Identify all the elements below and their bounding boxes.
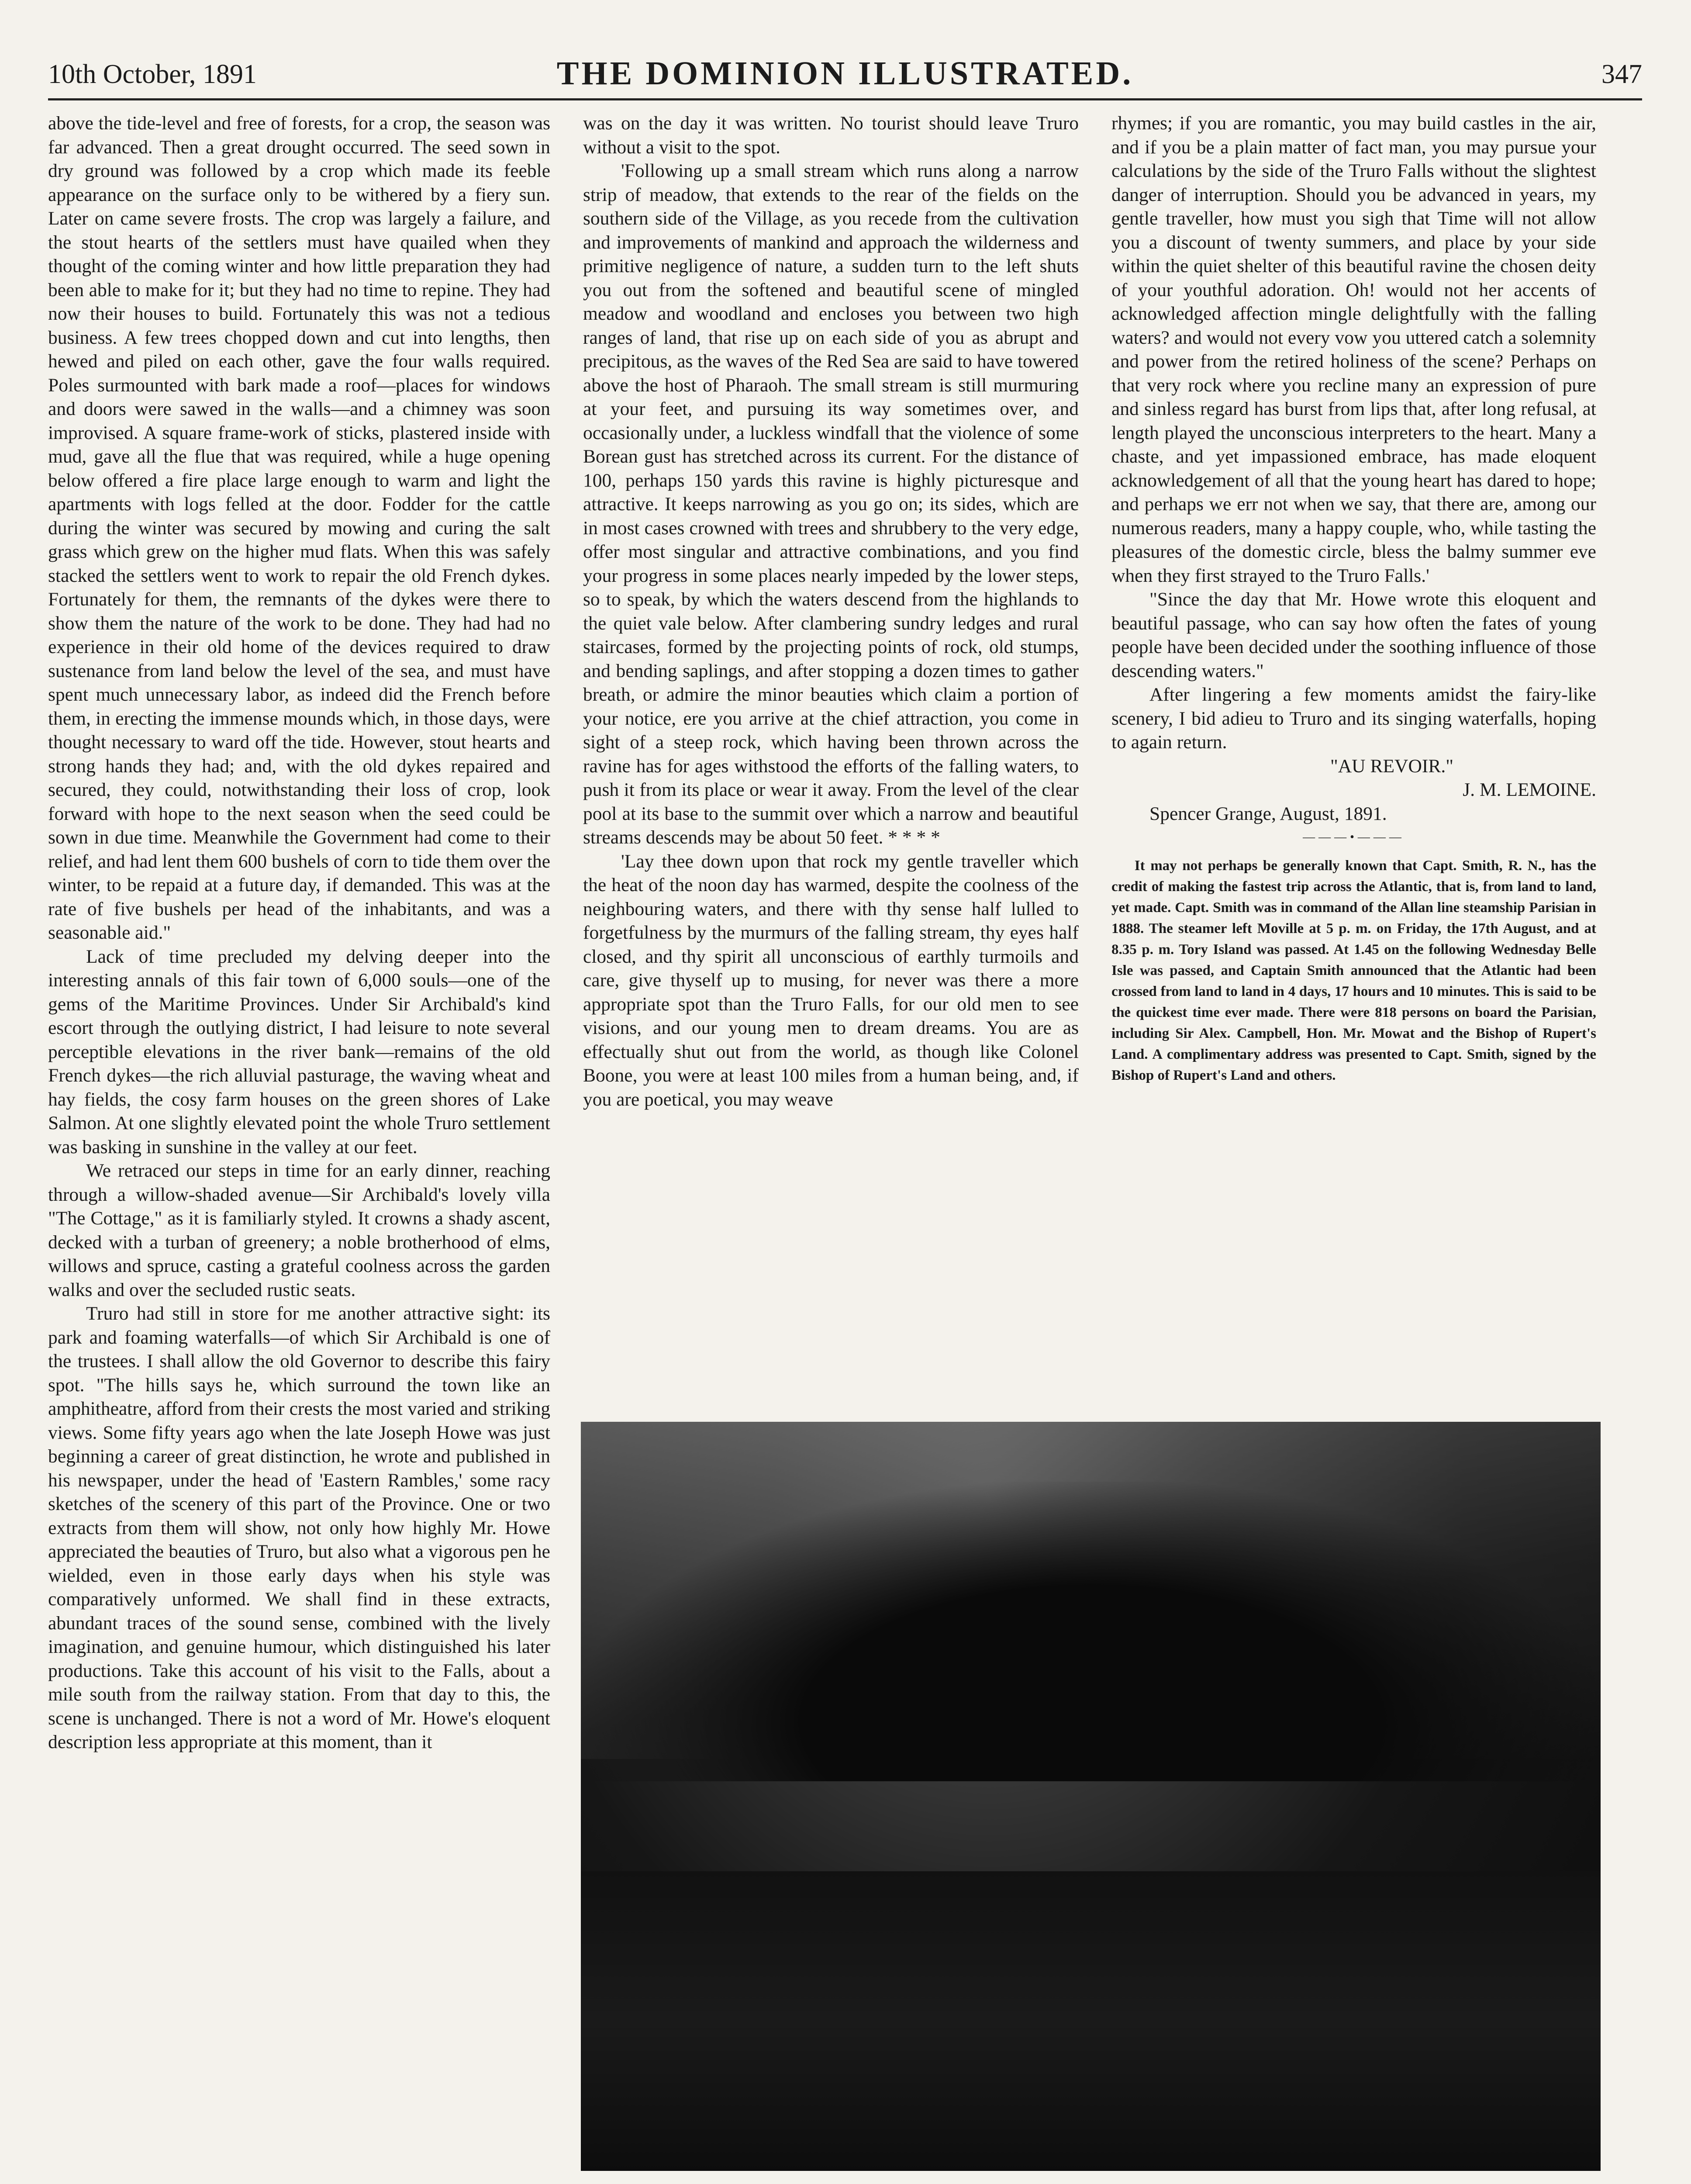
section-divider: ———•———	[1303, 830, 1405, 844]
issue-date: 10th October, 1891	[48, 59, 257, 89]
paragraph: After lingering a few moments amidst the fairy-like scenery, I bid adieu to Truro and its singing waterfalls, hoping to again return.	[1111, 684, 1596, 753]
place-date: Spencer Grange, August, 1891.	[1149, 803, 1387, 824]
paragraph: was on the day it was written. No tourist should leave Truro without a visit to the spot.	[583, 113, 1079, 158]
article-column-1	[48, 111, 550, 2184]
note-text: It may not perhaps be generally known that Capt. Smith, R. N., has the credit of making the fastest trip across the Atlantic, that is, from land to land, yet made. Capt. Smith was in command of the Allan line steamship Parisian in 1888. The steamer left Moville at 5 p. m. on Friday, the 17th August, and at 8.35 p. m. Tory Island was passed. At 1.45 on the following Wednesday Belle Isle was passed, and Captain Smith announced that the Atlantic had been crossed from land to land in 4 days, 17 hours and 10 minutes. This is said to be the quickest time ever made. There were 818 persons on board the Parisian, including Sir Alex. Campbell, Hon. Mr. Mowat and the Bishop of Rupert's Land. A complimentary address was presented to Capt. Smith, signed by the Bishop of Rupert's Land and others.	[1111, 858, 1596, 1083]
paragraph: Lack of time precluded my delving deeper into the interesting annals of this fair town of 6,000 souls—one of the gems of the Maritime Provinces. Under Sir Archibald's kind escort through the outlying district, I had leisure to note several perceptible elevations in the river bank—remains of the old French dykes—the rich alluvial pasturage, the waving wheat and hay fields, the cosy farm houses on the green shores of Lake Salmon. At one slightly elevated point the whole Truro settlement was basking in sunshine in the valley at our feet.	[48, 946, 550, 1158]
author-signature: J. M. LEMOINE.	[1463, 779, 1596, 800]
photo-water	[581, 1871, 1601, 2171]
paragraph: 'Following up a small stream which runs along a narrow strip of meadow, that extends to the rear of the fields on the southern side of the Village, as you recede from the cultivation and improvements of mankind and approach the wilderness and primitive negligence of nature, a sudden turn to the left shuts you out from the softened and beautiful scene of mingled meadow and woodland and encloses you between two high ranges of land, that rise up on each side of you as abrupt and precipitous, as the waves of the Red Sea are said to have towered above the host of Pharaoh. The small stream is still murmuring at your feet, and pursuing its way sometimes over, and occasionally under, a luckless windfall that the violence of some Borean gust has stretched across its current. For the distance of 100, perhaps 150 yards this ravine is highly picturesque and attractive. It keeps narrowing as you go on; its sides, which are in most cases crowned with trees and shrubbery to the very edge, offer most singular and attractive combinations, and you find your progress in some places nearly impeded by the lower steps, so to speak, by which the waters descend from the highlands to the quiet vale below. After clambering sundry ledges and rural staircases, formed by the projecting points of rock, old stumps, and bending saplings, and after stopping a dozen times to gather breath, or admire the minor beauties which claim a portion of your notice, ere you arrive at the chief attraction, you come in sight of a steep rock, which having been thrown across the ravine has for ages withstood the efforts of the falling waters, to push it from its place or wear it away. From the level of the clear pool at its base to the summit over which a narrow and beautiful streams descends may be about 50 feet. * * * *	[583, 160, 1079, 848]
publication-title: THE DOMINION ILLUSTRATED.	[556, 55, 1134, 92]
news-note	[1111, 855, 1596, 1086]
paragraph: We retraced our steps in time for an early dinner, reaching through a willow-shaded avenue—Sir Archibald's lovely villa "The Cottage," as it is familiarly styled. It crowns a shady ascent, decked with a turban of greenery; a noble brotherhood of elms, willows and spruce, casting a grateful coolness across the garden walks and over the secluded rustic seats.	[48, 1160, 550, 1300]
page-number: 347	[1601, 59, 1642, 89]
masthead	[48, 55, 1642, 100]
article-column-2	[583, 111, 1079, 1111]
paragraph: "Since the day that Mr. Howe wrote this eloquent and beautiful passage, who can say how often the fates of young people have been decided under the soothing influence of those descending waters."	[1111, 589, 1596, 681]
canal-photograph	[581, 1422, 1601, 2171]
photo-treeline	[581, 1482, 1601, 1781]
paragraph: rhymes; if you are romantic, you may build castles in the air, and if you be a plain matter of fact man, you may pursue your calculations by the side of the Truro Falls without the slightest danger of interruption. Should you be advanced in years, my gentle traveller, how must you sigh that Time will not allow you a discount of twenty summers, and place by your side within the quiet shelter of this beautiful ravine the chosen deity of your youthful adoration. Oh! would not her accents of acknowledged affection mingle delightfully with the falling waters? and would not every vow you uttered catch a solemnity and power from the retired holiness of the scene? Perhaps on that very rock where you recline many an expression of pure and sinless regard has burst from lips that, after long refusal, at length played the unconscious interpreters to the heart. Many a chaste, and yet impassioned embrace, has made eloquent acknowledgement of all that the young heart has dared to hope; and perhaps we err not when we say, that there are, among our numerous readers, many a happy couple, who, while tasting the pleasures of the domestic circle, bless the balmy summer eve when they first strayed to the Truro Falls.'	[1111, 113, 1596, 586]
paragraph: above the tide-level and free of forests, for a crop, the season was far advanced. Then a great drought occurred. The seed sown in dry ground was followed by a crop which made its feeble appearance on the surface only to be withered by a fiery sun. Later on came severe frosts. The crop was largely a failure, and the stout hearts of the settlers must have quailed when they thought of the coming winter and how little preparation they had been able to make for it; but they had no time to repine. They had now their houses to build. Fortunately this was not a tedious business. A few trees chopped down and cut into lengths, then hewed and piled on each other, gave the four walls required. Poles surmounted with bark made a roof—places for windows and doors were sawed in the walls—and a chimney was soon improvised. A square frame-work of sticks, plastered inside with mud, gave all the flue that was required, while a huge opening below offered a fire place large enough to warm and light the apartments with logs felled at the door. Fodder for the cattle during the winter was secured by mowing and curing the salt grass which grew on the higher mud flats. When this was safely stacked the settlers went to work to repair the old French dykes. Fortunately for them, the remnants of the dykes were there to show them the nature of the work to be done. They had had no experience in their old home of the devices required to draw sustenance from land below the level of the sea, and must have spent much unnecessary labor, as indeed did the French before them, in erecting the immense mounds which, in those days, were thought necessary to ward off the tide. However, stout hearts and strong hands they had; and, with the old dykes repaired and secured, they could, notwithstanding their loss of crop, look forward with hope to the next season when the seed could be sown in due time. Meanwhile the Government had come to their relief, and had lent them 600 bushels of corn to tide them over the winter, to be repaid at a future day, if demanded. This was at the rate of five bushels per head of the inhabitants, and was a seasonable aid."	[48, 113, 550, 943]
article-column-3	[1111, 111, 1596, 1086]
paragraph: 'Lay thee down upon that rock my gentle traveller which the heat of the noon day has warmed, despite the coolness of the neighbouring waters, and there with thy sense half lulled to forgetfulness by the murmurs of the falling stream, thy eyes half closed, and thy spirit all unconscious of earthly turmoils and care, give thyself up to musing, for never was there a more appropriate spot than the Truro Falls, for our old men to see visions, and our young men to dream dreams. You are as effectually shut out from the world, as though like Colonel Boone, you were at least 100 miles from a human being, and, if you are poetical, you may weave	[583, 850, 1079, 1110]
paragraph: Truro had still in store for me another attractive sight: its park and foaming waterfalls—of which Sir Archibald is one of the trustees. I shall allow the old Governor to describe this fairy spot. "The hills says he, which surround the town like an amphitheatre, afford from their crests the most varied and striking views. Some fifty years ago when the late Joseph Howe was just beginning a career of great distinction, he wrote and published in his newspaper, under the head of 'Eastern Rambles,' some racy sketches of the scenery of this part of the Province. One or two extracts from them will show, not only how highly Mr. Howe appreciated the beauties of Truro, but also what a vigorous pen he wielded, even in those early days when his style was comparatively unformed. We shall find in these extracts, abundant traces of the sound sense, combined with the lively imagination, and genuine humour, which distinguished his later productions. Take this account of his visit to the Falls, about a mile south from the railway station. From that day to this, the scene is unchanged. There is not a word of Mr. Howe's eloquent description less appropriate at this moment, than it	[48, 1303, 550, 1752]
farewell: "AU REVOIR."	[1330, 755, 1453, 777]
